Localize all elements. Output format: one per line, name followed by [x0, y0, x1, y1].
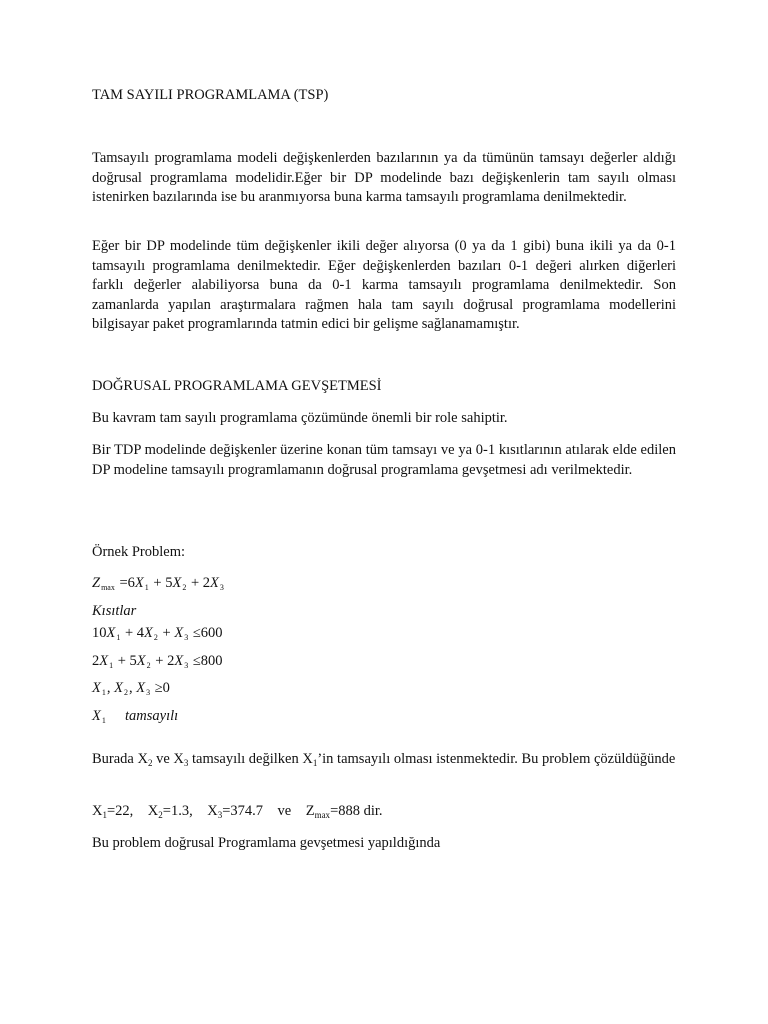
constraints-label: Kısıtlar: [92, 602, 137, 619]
paragraph-relaxation: Bir TDP modelinde değişkenler üzerine konan tüm tamsayı ve ya 0-1 kısıtlarının atılarak elde edilen DP modeline tamsayılı programlamanın doğrusal programlama gevşetmesi adı verilmektedir.: [92, 442, 676, 478]
paragraph-definition: Tamsayılı programlama modeli değişkenlerden bazılarının ya da tümünün tamsayı değerler aldığı doğrusal programlama modelidir.Eğer bir DP modelinde bazı değişkenlerin tam sayılı olması istenirken bazılarında ise bu aranmıyorsa buna karma tamsayılı programlama denilmektedir.: [92, 150, 676, 205]
constraint-1: $10X_1 + 4X_2 + X_3 \le 600$: [92, 625, 223, 642]
math-model: [92, 572, 676, 732]
section-heading-relaxation: DOĞRUSAL PROGRAMLAMA GEVŞETMESİ: [92, 378, 382, 394]
doc-title: TAM SAYILI PROGRAMLAMA (TSP): [92, 87, 329, 103]
example-label: Örnek Problem:: [92, 544, 186, 560]
integer-constraint: $X_1$ tamsayılı: [92, 707, 179, 725]
solution-line: $X_1=22$, $X_2=1.3$, $X_3=374.7$ ve $Z_{max}=888$ dir.: [92, 803, 383, 820]
paragraph-final: Bu problem doğrusal Programlama gevşetmesi yapıldığında: [92, 835, 441, 851]
constraint-2: $2X_1 + 5X_2 + 2X_3 \le 800$: [92, 652, 223, 670]
paragraph-binary: Eğer bir DP modelinde tüm değişkenler ikili değer alıyorsa (0 ya da 1 gibi) buna ikili ya da 0-1 tamsayılı programlama denilmektedir. Eğer değişkenlerden bazıları 0-1 değeri alırken diğerleri farklı değerler alabiliyorsa buna da 0-1 karma tamsayılı programlama denilmektedir. Son zamanlarda yapılan araştırmalara rağmen hala tam sayılı doğrusal programlama modellerini bilgisayar paket programlarında tatmin edici bir gelişme sağlanamamıştır.: [92, 238, 676, 332]
nonnegativity-constraint: $X_1$, $X_2$, $X_3 \ge 0$: [92, 680, 170, 697]
paragraph-concept: Bu kavram tam sayılı programlama çözümünde önemli bir role sahiptir.: [92, 410, 508, 426]
paragraph-problem-note: Burada $X_2$ ve $X_3$ tamsayılı değilken $X_1’in$ tamsayılı olması istenmektedir. Bu problem çözüldüğünde: [92, 751, 676, 768]
objective-function: $Z_{max} =6X_1 + 5X_2 + 2X_3$: [92, 575, 224, 592]
